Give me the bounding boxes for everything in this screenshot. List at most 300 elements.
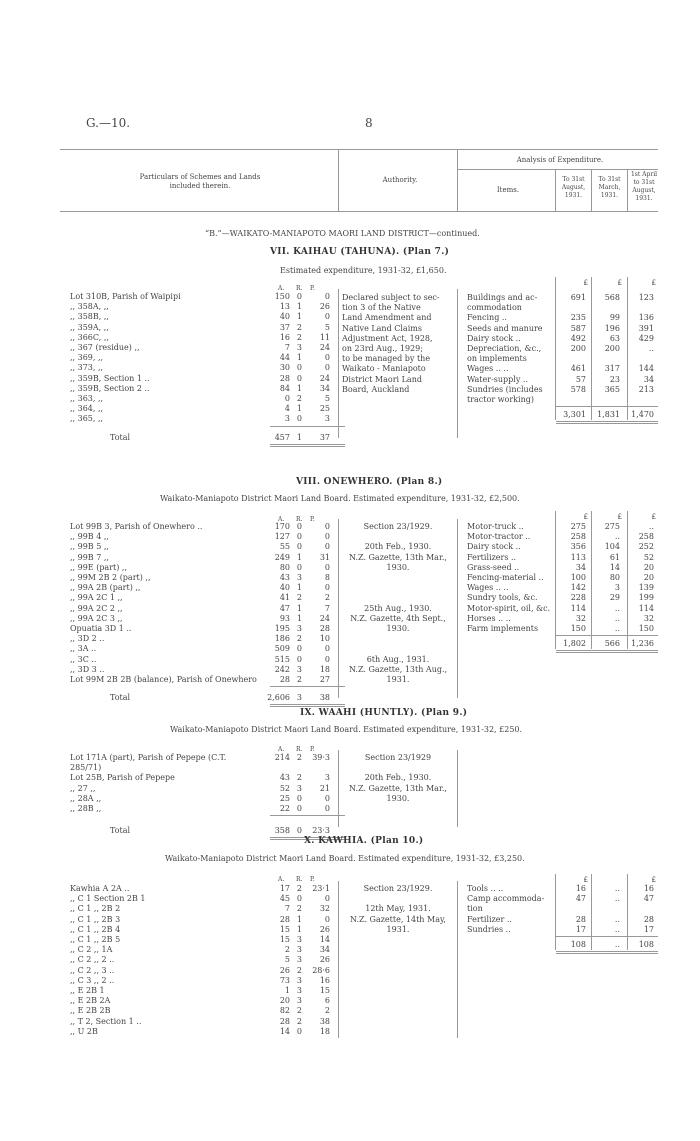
area-unit-a: A. xyxy=(278,285,285,292)
land-roods: 0 xyxy=(296,373,302,383)
land-acres: 15 xyxy=(279,924,290,934)
land-name: ,, 99A 2B (part) ,, xyxy=(70,583,141,593)
item-col3: 114 xyxy=(638,603,654,613)
item-col2: .. xyxy=(614,924,620,934)
item-label: Fencing-material .. xyxy=(467,573,544,582)
land-roods: 0 xyxy=(296,532,302,542)
item-col2: .. xyxy=(614,894,620,904)
item-col3: 144 xyxy=(638,364,654,374)
land-acres: 28 xyxy=(279,373,290,383)
land-name: ,, C 1 ,, 2B 4 xyxy=(70,924,121,934)
item-col3: 199 xyxy=(638,593,654,603)
land-name: ,, 28A ,, xyxy=(70,793,102,803)
land-name: ,, C 2 ,, 2 .. xyxy=(70,955,115,965)
lands-total-perches: 38 xyxy=(319,693,330,703)
items-total-c1: 1,802 xyxy=(563,639,586,649)
authority-line: 1931. xyxy=(386,924,410,934)
currency-symbol: £ xyxy=(651,876,656,884)
item-label: Sundry tools, &c. xyxy=(467,593,538,603)
currency-symbol: £ xyxy=(617,279,622,287)
land-name: ,, E 2B 2A xyxy=(70,996,111,1006)
land-roods: 3 xyxy=(296,935,302,944)
item-label: Tools .. .. xyxy=(467,884,504,893)
land-roods: 0 xyxy=(296,894,302,904)
item-col2: 365 xyxy=(604,384,620,394)
item-col3: 213 xyxy=(638,384,654,394)
items-total-c3: 1,236 xyxy=(631,639,654,649)
land-acres: 186 xyxy=(274,634,290,644)
land-acres: 43 xyxy=(279,773,290,783)
land-perches: 3 xyxy=(324,773,330,783)
land-roods: 0 xyxy=(296,793,302,803)
item-col2: .. xyxy=(614,613,620,623)
item-label: Farm implements xyxy=(467,624,539,633)
land-roods: 2 xyxy=(296,634,302,644)
land-roods: 1 xyxy=(296,312,302,322)
land-name: ,, U 2B xyxy=(70,1026,98,1036)
land-name: ,, C 1 ,, 2B 2 xyxy=(70,904,121,914)
land-roods: 0 xyxy=(296,414,302,424)
land-perches: 0 xyxy=(324,532,330,542)
land-perches: 0 xyxy=(324,894,330,904)
item-label: commodation xyxy=(467,303,522,313)
item-col1: 16 xyxy=(575,884,586,893)
authority-line: Board, Auckland xyxy=(342,384,410,394)
land-perches: 26 xyxy=(319,955,330,965)
land-name: ,, C 1 ,, 2B 3 xyxy=(70,914,121,924)
area-unit-r: R. xyxy=(296,746,303,753)
item-label: Wages .. .. xyxy=(467,583,509,593)
land-roods: 2 xyxy=(296,884,302,893)
land-name: ,, C 1 Section 2B 1 xyxy=(70,894,146,904)
item-col1: 47 xyxy=(575,894,586,904)
land-name: ,, 3A .. xyxy=(70,644,97,654)
land-perches: 39·3 xyxy=(312,753,330,762)
area-unit-a: A. xyxy=(278,876,285,883)
land-name: ,, 3D 2 .. xyxy=(70,634,105,644)
item-label: Motor-truck .. xyxy=(467,522,524,531)
land-roods: 1 xyxy=(296,914,302,924)
land-acres: 41 xyxy=(279,593,290,603)
item-col3: 139 xyxy=(638,583,654,593)
land-acres: 40 xyxy=(279,583,290,593)
area-unit-p: P. xyxy=(310,876,315,883)
item-col2: 23 xyxy=(609,374,620,384)
lands-total-roods: 3 xyxy=(296,693,302,703)
land-acres: 242 xyxy=(274,664,290,674)
land-perches: 2 xyxy=(324,593,330,603)
land-perches: 28·6 xyxy=(312,965,330,975)
item-col1: 28 xyxy=(575,914,586,924)
land-roods: 2 xyxy=(296,593,302,603)
area-unit-a: A. xyxy=(278,516,285,523)
land-perches: 24 xyxy=(319,613,330,623)
land-perches: 6 xyxy=(324,996,330,1006)
item-col1: 113 xyxy=(570,552,586,562)
authority-line: Adjustment Act, 1928, xyxy=(342,333,433,343)
land-perches: 26 xyxy=(319,302,330,312)
item-col3: 20 xyxy=(643,562,654,572)
land-acres: 52 xyxy=(279,783,290,793)
land-acres: 170 xyxy=(274,522,290,531)
land-name: ,, T 2, Section 1 .. xyxy=(70,1016,142,1026)
land-roods: 2 xyxy=(296,322,302,332)
items-total-rule xyxy=(556,406,658,407)
lands-total-acres: 2,606 xyxy=(267,693,290,703)
item-col2: 104 xyxy=(604,542,620,552)
authority-line: 6th Aug., 1931. xyxy=(366,654,430,664)
land-name: ,, 99B 4 ,, xyxy=(70,532,109,542)
item-label: Depreciation, &c., xyxy=(467,344,542,353)
land-acres: 28 xyxy=(279,914,290,924)
item-col2: 14 xyxy=(609,562,620,572)
item-col2: 80 xyxy=(609,573,620,582)
land-roods: 2 xyxy=(296,675,302,684)
land-name: Opuatia 3D 1 .. xyxy=(70,624,132,633)
land-roods: 2 xyxy=(296,1006,302,1016)
authority-line: Native Land Claims xyxy=(342,323,422,333)
land-acres: 7 xyxy=(284,904,290,914)
land-acres: 44 xyxy=(279,353,290,363)
area-unit-p: P. xyxy=(310,746,315,753)
items-total-double-rule xyxy=(556,421,658,424)
item-col1: 17 xyxy=(575,924,586,934)
item-label: Camp accommoda- xyxy=(467,894,545,904)
land-perches: 11 xyxy=(319,332,330,342)
land-name: Lot 99M 2B 2B (balance), Parish of Onewhero xyxy=(70,675,257,684)
authority-line: 1930. xyxy=(386,624,410,633)
authority-line: N.Z. Gazette, 4th Sept., xyxy=(350,613,446,623)
land-perches: 0 xyxy=(324,562,330,572)
item-col1: 492 xyxy=(570,333,586,343)
land-perches: 0 xyxy=(324,312,330,322)
items-total-double-rule xyxy=(556,650,658,653)
land-name: ,, 99A 2C 1 ,, xyxy=(70,593,123,603)
column-rule xyxy=(338,881,339,1038)
item-col1: 142 xyxy=(570,583,586,593)
land-name: ,, 364, ,, xyxy=(70,404,104,414)
item-col3: 252 xyxy=(638,542,654,552)
currency-symbol: £ xyxy=(617,513,622,521)
land-acres: 249 xyxy=(274,552,290,562)
item-label: Dairy stock .. xyxy=(467,542,521,552)
land-perches: 31 xyxy=(319,552,330,562)
land-name: ,, 99E (part) ,, xyxy=(70,562,127,572)
land-perches: 0 xyxy=(324,793,330,803)
land-name: ,, 366C, ,, xyxy=(70,332,109,342)
land-perches: 0 xyxy=(324,363,330,373)
area-unit-r: R. xyxy=(296,285,303,292)
header-items: Items. xyxy=(496,186,520,194)
item-label: Wages .. .. xyxy=(467,364,509,374)
land-acres: 93 xyxy=(279,613,290,623)
items-total-c2: .. xyxy=(614,940,620,949)
land-perches: 0 xyxy=(324,914,330,924)
land-acres: 55 xyxy=(279,542,290,552)
items-total-c3: 108 xyxy=(638,940,654,949)
land-roods: 0 xyxy=(296,644,302,654)
section-title: VIII. ONEWHERO. (Plan 8.) xyxy=(296,477,443,487)
land-acres: 0 xyxy=(284,394,290,403)
land-roods: 3 xyxy=(296,945,302,955)
authority-line: Section 23/1929. xyxy=(363,884,433,893)
item-col2: .. xyxy=(614,532,620,542)
item-col2: .. xyxy=(614,914,620,924)
land-roods: 0 xyxy=(296,804,302,813)
land-roods: 3 xyxy=(296,996,302,1006)
section-subtitle: Waikato-Maniapoto District Maori Land Board. Estimated expenditure, 1931-32, £3,250. xyxy=(165,854,525,863)
land-perches: 14 xyxy=(319,935,330,944)
lands-total-label: Total xyxy=(110,826,131,836)
land-roods: 3 xyxy=(296,975,302,985)
land-name: ,, 99A 2C 2 ,, xyxy=(70,603,123,613)
land-perches: 23·1 xyxy=(312,884,330,893)
land-roods: 0 xyxy=(296,562,302,572)
column-rule xyxy=(457,750,458,827)
land-acres: 30 xyxy=(279,363,290,373)
land-roods: 0 xyxy=(296,292,302,301)
currency-symbol: £ xyxy=(583,876,588,884)
land-roods: 1 xyxy=(296,924,302,934)
item-col1: 691 xyxy=(570,293,586,302)
item-col3: 123 xyxy=(638,293,654,302)
column-rule xyxy=(338,519,339,698)
land-acres: 43 xyxy=(279,573,290,582)
currency-symbol: £ xyxy=(651,279,656,287)
land-acres: 40 xyxy=(279,312,290,322)
item-label: Horses .. .. xyxy=(467,613,511,623)
land-acres: 509 xyxy=(274,644,290,654)
items-total-c3: 1,470 xyxy=(631,410,654,420)
currency-symbol: £ xyxy=(583,279,588,287)
header-analysis: Analysis of Expenditure. xyxy=(516,156,604,164)
authority-line: tion 3 of the Native xyxy=(342,303,421,313)
authority-line: N.Z. Gazette, 13th Aug., xyxy=(348,664,448,674)
column-rule xyxy=(457,519,458,698)
item-col2: 196 xyxy=(604,323,620,333)
land-name: ,, 367 (residue) ,, xyxy=(70,343,140,352)
land-roods: 2 xyxy=(296,394,302,403)
header-particulars: Particulars of Schemes and Lands included therein. xyxy=(139,173,261,190)
item-col1: 235 xyxy=(570,313,586,323)
authority-line: District Maori Land xyxy=(342,374,422,384)
item-col2: 200 xyxy=(604,344,620,353)
land-perches: 32 xyxy=(319,904,330,914)
area-unit-p: P. xyxy=(310,285,315,292)
item-col3: 258 xyxy=(638,532,654,542)
lands-total-rule xyxy=(270,426,345,427)
land-name: ,, C 1 ,, 2B 5 xyxy=(70,935,121,944)
lands-total-acres: 358 xyxy=(274,826,290,836)
land-perches: 21 xyxy=(319,783,330,793)
authority-line: on 23rd Aug., 1929; xyxy=(342,344,423,353)
land-name: ,, 373, ,, xyxy=(70,363,104,373)
land-roods: 2 xyxy=(296,753,302,762)
land-acres: 45 xyxy=(279,894,290,904)
land-perches: 34 xyxy=(319,383,330,393)
item-col2: 275 xyxy=(604,522,620,531)
item-col1: 32 xyxy=(575,613,586,623)
land-acres: 28 xyxy=(279,1016,290,1026)
land-name: ,, 359B, Section 1 .. xyxy=(70,373,150,383)
currency-symbol: £ xyxy=(651,513,656,521)
land-perches: 10 xyxy=(319,634,330,644)
land-name: ,, 358B, ,, xyxy=(70,312,109,322)
authority-line: N.Z. Gazette, 14th May, xyxy=(350,914,446,924)
land-perches: 7 xyxy=(324,603,330,613)
item-label: on implements xyxy=(467,354,527,364)
land-acres: 28 xyxy=(279,675,290,684)
land-roods: 2 xyxy=(296,1016,302,1026)
lands-total-double-rule xyxy=(270,704,345,707)
land-name: ,, 359B, Section 2 .. xyxy=(70,383,150,393)
land-acres: 47 xyxy=(279,603,290,613)
column-rule xyxy=(457,289,458,438)
authority-line: 20th Feb., 1930. xyxy=(364,773,432,783)
land-name: ,, C 2 ,, 1A xyxy=(70,945,113,955)
item-label: Fertilizers .. xyxy=(467,552,517,562)
land-acres: 25 xyxy=(279,793,290,803)
item-col3: 20 xyxy=(643,573,654,582)
authority-line: to be managed by the xyxy=(342,354,431,364)
land-perches: 16 xyxy=(319,975,330,985)
items-total-rule xyxy=(556,936,658,937)
item-col2: 3 xyxy=(614,583,620,593)
lands-total-roods: 1 xyxy=(296,432,302,442)
land-roods: 1 xyxy=(296,552,302,562)
land-acres: 5 xyxy=(284,955,290,965)
land-perches: 26 xyxy=(319,924,330,934)
land-acres: 37 xyxy=(279,322,290,332)
land-perches: 15 xyxy=(319,986,330,995)
section-title: VII. KAIHAU (TAHUNA). (Plan 7.) xyxy=(270,247,450,257)
land-name: Lot 310B, Parish of Waipipi xyxy=(70,292,181,301)
land-name: Lot 171A (part), Parish of Pepepe (C.T. xyxy=(70,753,227,762)
land-acres: 515 xyxy=(274,654,290,664)
land-roods: 3 xyxy=(296,624,302,633)
item-col2: 99 xyxy=(609,313,620,323)
header-col2: To 31st March, 1931. xyxy=(598,176,621,199)
land-perches: 24 xyxy=(319,343,330,352)
land-acres: 150 xyxy=(274,292,290,301)
authority-line: 1930. xyxy=(386,562,410,572)
land-roods: 0 xyxy=(296,654,302,664)
item-col1: 57 xyxy=(575,374,586,384)
item-col1: 34 xyxy=(575,562,586,572)
item-col3: .. xyxy=(648,522,654,531)
item-col2: 568 xyxy=(604,293,620,302)
land-perches: 8 xyxy=(324,573,330,582)
column-rule xyxy=(338,289,339,438)
header-authority: Authority. xyxy=(382,176,418,184)
authority-line: 1930. xyxy=(386,793,410,803)
authority-line: 1931. xyxy=(386,675,410,684)
land-name: ,, 99B 7 ,, xyxy=(70,552,109,562)
land-roods: 3 xyxy=(296,955,302,965)
item-label: Water-supply .. xyxy=(467,374,528,384)
area-unit-p: P. xyxy=(310,516,315,523)
item-col3: 47 xyxy=(643,894,654,904)
item-col3: 17 xyxy=(643,924,654,934)
page-code: G.—10. xyxy=(86,116,131,130)
item-label: tractor working) xyxy=(467,395,534,404)
item-label: Motor-spirit, oil, &c. xyxy=(467,603,551,613)
land-roods: 0 xyxy=(296,363,302,373)
section-title: X. KAWHIA. (Plan 10.) xyxy=(304,836,424,846)
section-subtitle: Estimated expenditure, 1931-32, £1,650. xyxy=(280,266,447,275)
authority-line: 25th Aug., 1930. xyxy=(364,603,432,613)
land-roods: 1 xyxy=(296,613,302,623)
land-roods: 1 xyxy=(296,383,302,393)
land-name: Lot 99B 3, Parish of Onewhero .. xyxy=(70,522,203,531)
item-col1: 150 xyxy=(570,624,586,633)
item-col1: 200 xyxy=(570,344,586,353)
item-col2: 317 xyxy=(604,364,620,374)
land-acres: 1 xyxy=(284,986,290,995)
item-label: Dairy stock .. xyxy=(467,333,521,343)
land-perches: 25 xyxy=(319,404,330,414)
page-number: 8 xyxy=(365,116,373,130)
land-perches: 5 xyxy=(324,394,330,403)
lands-total-perches: 23·3 xyxy=(312,826,330,836)
item-col3: 28 xyxy=(643,914,654,924)
land-name: 285/71) xyxy=(70,763,102,773)
item-col1: 578 xyxy=(570,384,586,394)
section-subtitle: Waikato-Maniapoto District Maori Land Board. Estimated expenditure, 1931-32, £250. xyxy=(170,725,523,734)
section-title: IX. WAAHI (HUNTLY). (Plan 9.) xyxy=(300,708,468,718)
area-unit-r: R. xyxy=(296,876,303,883)
authority-line: N.Z. Gazette, 13th Mar., xyxy=(349,783,447,793)
lands-total-double-rule xyxy=(270,444,345,447)
land-name: ,, 3D 3 .. xyxy=(70,664,105,674)
land-name: ,, 3C .. xyxy=(70,654,97,664)
land-acres: 13 xyxy=(279,302,290,312)
land-perches: 0 xyxy=(324,644,330,654)
land-acres: 73 xyxy=(279,975,290,985)
district-title: “B.”—WAIKATO-MANIAPOTO MAORI LAND DISTRICT—continued. xyxy=(205,229,480,238)
area-unit-a: A. xyxy=(278,746,285,753)
land-roods: 2 xyxy=(296,332,302,342)
land-perches: 5 xyxy=(324,322,330,332)
land-acres: 20 xyxy=(279,996,290,1006)
item-col3: 136 xyxy=(638,313,654,323)
items-total-c1: 108 xyxy=(570,940,586,949)
header-col3: 1st April to 31st August, 1931. xyxy=(630,171,658,202)
land-acres: 3 xyxy=(284,414,290,424)
item-col3: 16 xyxy=(643,884,654,893)
land-roods: 3 xyxy=(296,986,302,995)
land-name: ,, 99A 2C 3 ,, xyxy=(70,613,123,623)
land-perches: 2 xyxy=(324,1006,330,1016)
land-name: ,, 359A, ,, xyxy=(70,322,109,332)
land-perches: 0 xyxy=(324,583,330,593)
authority-line: 20th Feb., 1930. xyxy=(364,542,432,552)
item-col3: 52 xyxy=(643,552,654,562)
authority-line: Section 23/1929. xyxy=(363,522,433,531)
land-name: ,, 99B 5 ,, xyxy=(70,542,109,552)
land-acres: 2 xyxy=(284,945,290,955)
authority-line: 12th May, 1931. xyxy=(365,904,431,914)
header-col1: To 31st August, 1931. xyxy=(561,176,586,199)
item-col2: 29 xyxy=(609,593,620,603)
land-perches: 3 xyxy=(324,414,330,424)
land-name: ,, 363, ,, xyxy=(70,394,104,403)
lands-total-acres: 457 xyxy=(274,432,290,442)
land-name: ,, 28B ,, xyxy=(70,804,102,813)
land-perches: 18 xyxy=(319,1026,330,1036)
land-name: ,, C 3 ,, 2 .. xyxy=(70,975,115,985)
item-label: Seeds and manure xyxy=(467,323,543,333)
